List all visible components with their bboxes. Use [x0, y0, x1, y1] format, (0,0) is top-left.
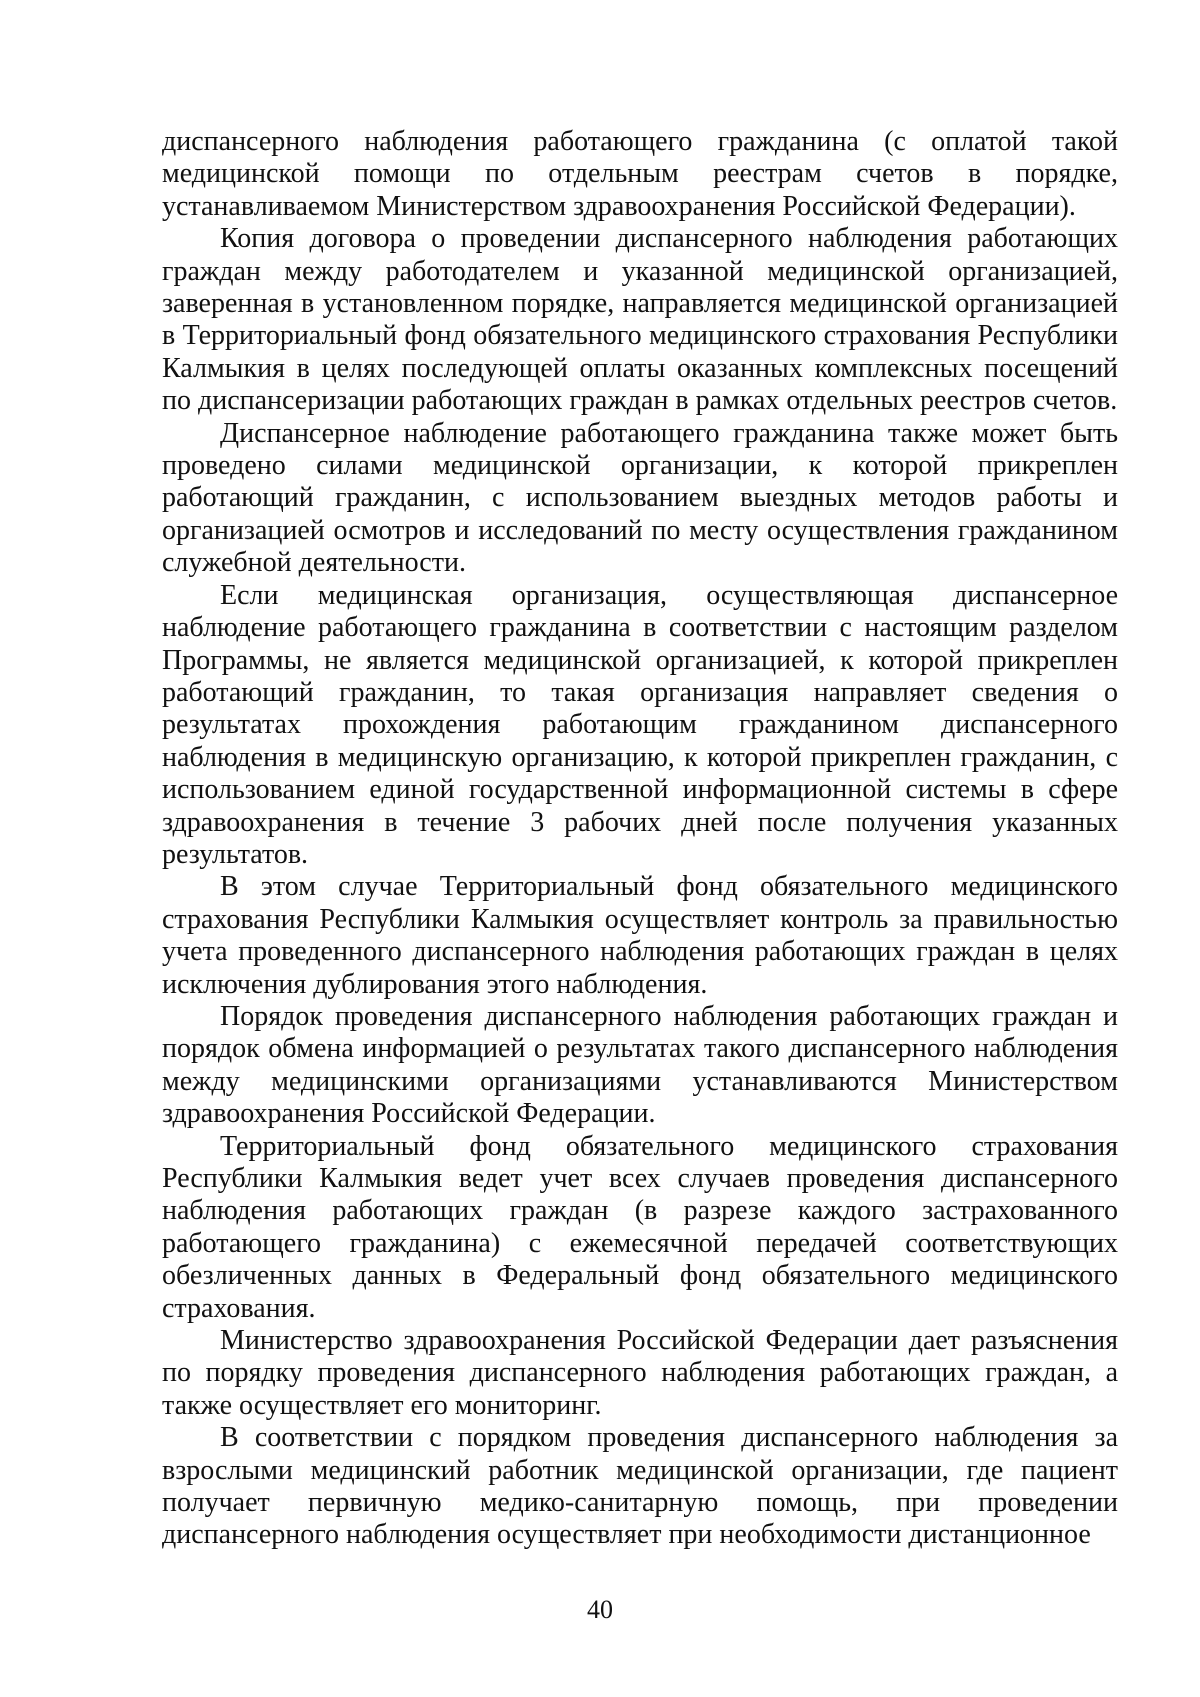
page-number: 40 [587, 1595, 613, 1624]
paragraph-3: Диспансерное наблюдение работающего гражданина также может быть проведено силами медицинской организации, к которой прикреплен работающий гражданин, с использованием выездных методов работы и организацией осмотров и исследований по месту осуществления гражданином служебной деятельности. [162, 417, 1118, 579]
document-body [162, 126, 1118, 1552]
paragraph-6: Порядок проведения диспансерного наблюдения работающих граждан и порядок обмена информацией о результатах такого диспансерного наблюдения между медицинскими организациями устанавливаются Министерством здравоохранения Российской Федерации. [162, 1000, 1118, 1130]
paragraph-2: Копия договора о проведении диспансерного наблюдения работающих граждан между работодателем и указанной медицинской организацией, заверенная в установленном порядке, направляется медицинской организацией в Территориальный фонд обязательного медицинского страхования Республики Калмыкия в целях последующей оплаты оказанных комплексных посещений по диспансеризации работающих граждан в рамках отдельных реестров счетов. [162, 223, 1118, 417]
paragraph-4: Если медицинская организация, осуществляющая диспансерное наблюдение работающего гражданина в соответствии с настоящим разделом Программы, не является медицинской организацией, к которой прикреплен работающий гражданин, то такая организация направляет сведения о результатах прохождения работающим гражданином диспансерного наблюдения в медицинскую организацию, к которой прикреплен гражданин, с использованием единой государственной информационной системы в сфере здравоохранения в течение 3 рабочих дней после получения указанных результатов. [162, 579, 1118, 870]
paragraph-7: Территориальный фонд обязательного медицинского страхования Республики Калмыкия ведет учет всех случаев проведения диспансерного наблюдения работающих граждан (в разрезе каждого застрахованного работающего гражданина) с ежемесячной передачей соответствующих обезличенных данных в Федеральный фонд обязательного медицинского страхования. [162, 1130, 1118, 1324]
paragraph-9: В соответствии с порядком проведения диспансерного наблюдения за взрослыми медицинский работник медицинской организации, где пациент получает первичную медико-санитарную помощь, при проведении диспансерного наблюдения осуществляет при необходимости дистанционное [162, 1422, 1118, 1551]
paragraph-1: диспансерного наблюдения работающего гражданина (с оплатой такой медицинской помощи по отдельным реестрам счетов в порядке, устанавливаемом Министерством здравоохранения Российской Федерации). [162, 126, 1118, 222]
paragraph-8: Министерство здравоохранения Российской Федерации дает разъяснения по порядку проведения диспансерного наблюдения работающих граждан, а также осуществляет его мониторинг. [162, 1325, 1118, 1421]
paragraph-5: В этом случае Территориальный фонд обязательного медицинского страхования Республики Калмыкия осуществляет контроль за правильностью учета проведенного диспансерного наблюдения работающих граждан в целях исключения дублирования этого наблюдения. [162, 871, 1118, 1000]
